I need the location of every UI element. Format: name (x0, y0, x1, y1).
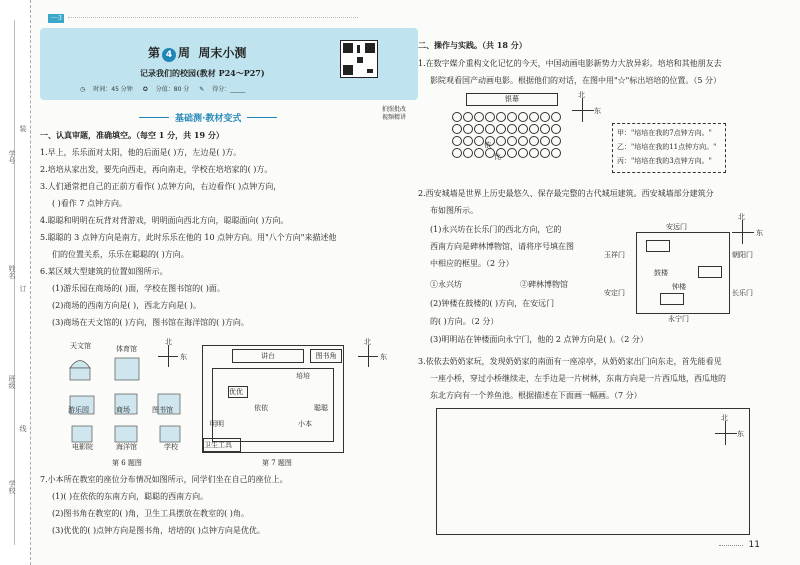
fig6-label-observatory: 天文馆 (70, 342, 91, 350)
fig7-east-label: 东 (380, 353, 387, 361)
cinema-seat[interactable] (507, 124, 517, 134)
page-number: 11 (748, 540, 760, 550)
seat-mingming: 明明 (210, 420, 224, 428)
cinema-seat[interactable] (463, 124, 473, 134)
cinema-seat[interactable] (529, 136, 539, 146)
cinema-seat[interactable] (551, 136, 561, 146)
cinema-seat[interactable] (529, 124, 539, 134)
question-7-1: (1)( )在依依的东南方向，聪聪的西南方向。 (52, 492, 209, 501)
cinema-seat[interactable] (485, 112, 495, 122)
gate-anyuan: 安远门 (666, 223, 687, 231)
spine-cut-3: 线 (19, 425, 27, 432)
book-corner: 图书角 (310, 349, 342, 363)
option-2: ②碑林博物馆 (520, 280, 568, 289)
time-limit: 时间：45 分钟 (93, 86, 133, 93)
cinema-seat[interactable] (452, 112, 462, 122)
cinema-seat[interactable] (452, 124, 462, 134)
cinema-seat[interactable] (518, 124, 528, 134)
cinema-seat[interactable] (551, 124, 561, 134)
part1-title: 一、认真审题，准确填空。（每空 1 分，共 19 分） (40, 130, 224, 140)
question-6-1: (1)游乐园在商场的( )面，学校在图书馆的( )面。 (52, 284, 225, 293)
cinema-seat[interactable] (551, 148, 561, 158)
seat-yiyi: 依依 (254, 404, 268, 412)
option-1: ①永兴坊 (430, 280, 462, 289)
cinema-seat[interactable] (529, 112, 539, 122)
right-q3-line3: 东北方向有一个养鱼池。根据描述在下面画一幅画。（7 分） (430, 391, 642, 400)
draw-east-label: 东 (737, 430, 744, 438)
cinema-seat[interactable] (507, 148, 517, 158)
fig6-label-amusement: 游乐园 (68, 406, 89, 414)
right-q1-line2: 影院观看国产动画电影。根据他们的对话，在图中用"☆"标出培培的位置。（5 分） (430, 76, 721, 85)
podium: 讲台 (232, 349, 304, 363)
binding-strip (0, 0, 31, 565)
cinema-seat[interactable] (551, 112, 561, 122)
east-arrow (715, 433, 737, 434)
cinema-east-label: 东 (594, 107, 601, 115)
cinema-seat[interactable] (507, 136, 517, 146)
building-illustrations (60, 338, 200, 448)
pen-icon: ✎ (199, 86, 205, 93)
cleaning-tools: 卫生工具 (203, 438, 241, 452)
week-number: 4 (162, 48, 176, 62)
cinema-seat[interactable] (474, 136, 484, 146)
grade-badge: 一·3 (48, 14, 64, 23)
gate-yuxiang: 玉祥门 (604, 251, 625, 259)
cinema-seat[interactable] (474, 124, 484, 134)
dialogue-jia: 甲："培培在我的7点钟方向。" (617, 129, 712, 137)
fig6-label-library: 图书馆 (152, 406, 173, 414)
right-q2-2-line1: (2)钟楼在鼓楼的( )方向，在安远门 (430, 299, 555, 308)
cinema-seat[interactable] (540, 148, 550, 158)
seat-youyou: 优优 (228, 386, 248, 398)
cinema-seat[interactable] (463, 112, 473, 122)
seat-xiaoben: 小本 (298, 420, 312, 428)
answer-box-1[interactable] (646, 240, 670, 252)
dialogue-box (612, 123, 726, 173)
answer-box-2[interactable] (698, 266, 722, 278)
gate-yongning: 永宁门 (668, 315, 689, 323)
dialogue-yi: 乙："培培在我的11点钟方向。" (617, 143, 717, 151)
screen: 银幕 (466, 93, 558, 106)
bell-tower: 钟楼 (672, 283, 686, 291)
spine-label-name: 姓名 (8, 265, 16, 279)
question-6-2: (2)商场的西南方向是( )，西北方向是( )。 (52, 301, 201, 310)
spine-label-id: 学号 (8, 150, 16, 164)
map-north-label: 北 (738, 213, 745, 221)
question-4: 4.聪聪和明明在玩背对背游戏，明明面向西北方向，聪聪面向( )方向。 (40, 216, 289, 225)
spine-cut-2: 订 (19, 285, 27, 292)
cinema-seat[interactable] (496, 112, 506, 122)
fig6-label-school: 学校 (164, 443, 178, 451)
question-7-3: (3)优优的( )点钟方向是图书角，培培的( )点钟方向是优优。 (52, 526, 265, 535)
fig6-east-label: 东 (180, 353, 187, 361)
right-q2-2-line2: 的( )方向。（2 分） (430, 317, 499, 326)
draw-north-label: 北 (721, 414, 728, 422)
cinema-seat[interactable] (474, 112, 484, 122)
cinema-seat[interactable] (485, 124, 495, 134)
star-icon: ✪ (142, 86, 148, 93)
fig7-caption: 第 7 题图 (262, 459, 292, 467)
cinema-seat[interactable] (463, 148, 473, 158)
seat-congcong: 聪聪 (314, 404, 328, 412)
fig6-label-aquarium: 海洋馆 (116, 443, 137, 451)
question-3-line2: ( )看作 7 点钟方向。 (52, 199, 127, 208)
header-strip (40, 12, 420, 26)
cinema-seat[interactable] (463, 136, 473, 146)
clock-icon: ◷ (80, 86, 86, 93)
question-5-line1: 5.聪聪的 3 点钟方向是南方，此时乐乐在他的 10 点钟方向。用"八个方向"来描述他 (40, 233, 337, 242)
question-7-2: (2)图书角在教室的( )角，卫生工具摆放在教室的( )角。 (52, 509, 249, 518)
fig6-label-stadium: 体育馆 (116, 345, 137, 353)
header-dots (68, 17, 358, 21)
cinema-seat[interactable] (496, 124, 506, 134)
seat-bi: 比 (494, 153, 501, 161)
cinema-seat[interactable] (507, 112, 517, 122)
exam-meta (80, 84, 253, 93)
seat-peipei: 培培 (296, 372, 310, 380)
cinema-seat[interactable] (518, 112, 528, 122)
cinema-seat[interactable] (496, 136, 506, 146)
east-arrow (572, 110, 594, 111)
spine-label-class: 班级 (8, 375, 16, 389)
right-q3-line2: 一座小桥，穿过小桥继续走，左手边是一片树林，东南方向是一片西瓜地，西瓜地的 (430, 374, 726, 383)
cinema-seat[interactable] (452, 136, 462, 146)
drum-tower: 鼓楼 (654, 269, 668, 277)
fig6-label-mall: 商场 (116, 406, 130, 414)
dialogue-bing: 丙："培培在我的3点钟方向。" (617, 157, 712, 165)
cinema-seat[interactable] (474, 148, 484, 158)
cinema-seat[interactable] (540, 112, 550, 122)
section-tag: 基础测·教材变式 (175, 111, 241, 124)
question-2: 2.培培从家出发，要先向西走，再向南走，学校在培培家的( )方。 (40, 165, 273, 174)
stadium-icon (115, 358, 139, 380)
part2-title: 二、操作与实践。（共 18 分） (418, 40, 527, 50)
answer-box-3[interactable] (660, 293, 684, 305)
cinema-seat[interactable] (452, 148, 462, 158)
right-q2-1-line2: 西南方向是碑林博物馆，请将序号填在图 (430, 242, 574, 251)
right-q3-line1: 3.依依去奶奶家玩，发现奶奶家的南面有一座凉亭，从奶奶家出门向东走，首先能看见 (418, 357, 722, 366)
seat-yi: 依 (484, 141, 491, 149)
subtitle: 记录我们的校园(教材 P24～P27) (140, 68, 265, 78)
gate-anding: 安定门 (604, 289, 625, 297)
right-q2-1-line3: 中相应的框里。（2 分） (430, 259, 514, 268)
question-6-3: (3)商场在天文馆的( )方向，图书馆在海洋馆的( )方向。 (52, 318, 249, 327)
question-7: 7.小本所在教室的座位分布情况如图所示，同学们坐在自己的座位上。 (40, 475, 288, 484)
fig6-north-label: 北 (165, 338, 172, 346)
right-q1-line1: 1.在数字媒介重构文化记忆的今天，中国动画电影新势力大放异彩。培培和其他朋友去 (418, 59, 722, 68)
east-arrow (358, 356, 378, 357)
drawing-area[interactable] (436, 408, 750, 535)
right-q2-1-line1: (1)永兴坊在长乐门的西北方向，它的 (430, 225, 562, 234)
east-arrow (732, 232, 754, 233)
cinema-seat[interactable] (518, 148, 528, 158)
cinema-north-label: 北 (578, 91, 585, 99)
qr-code-icon[interactable] (340, 40, 378, 78)
fig6-caption: 第 6 题图 (112, 459, 142, 467)
right-q2-3: (3)明明站在钟楼面向永宁门，他的 2 点钟方向是( )。（2 分） (430, 335, 648, 344)
right-q2-line1: 2.西安城墙是世界上历史最悠久、保存最完整的古代城垣建筑。西安城墙部分建筑分 (418, 189, 714, 198)
gate-chaoyang: 朝阳门 (732, 251, 753, 259)
gate-changle: 长乐门 (732, 289, 753, 297)
cut-line (14, 20, 15, 545)
map-east-label: 东 (756, 229, 763, 237)
cinema-seat[interactable] (540, 136, 550, 146)
total-score: 分值：80 分 (155, 86, 190, 93)
fig7-north-label: 北 (364, 338, 371, 346)
cinema-seat[interactable] (518, 136, 528, 146)
cinema-icon (72, 426, 92, 442)
question-6: 6.某区域大型建筑的位置如图所示。 (40, 267, 168, 276)
fig6-label-cinema: 电影院 (72, 443, 93, 451)
question-1: 1.早上，乐乐面对太阳，他的后面是( )方，左边是( )方。 (40, 148, 242, 157)
page-title: 第 4 周 周末小测 (148, 46, 247, 60)
right-q2-line2: 布如图所示。 (430, 206, 478, 215)
question-3-line1: 3.人们通常把自己的正前方看作( )点钟方向，右边看作( )点钟方向， (40, 182, 282, 191)
cinema-seat[interactable] (529, 148, 539, 158)
aquarium-icon (115, 426, 137, 442)
score-field[interactable]: 得分：_____ (212, 86, 246, 93)
observatory-icon (70, 361, 90, 369)
spine-label-school: 学校 (8, 480, 16, 494)
school-icon (160, 426, 180, 442)
question-5-line2: 们的位置关系，乐乐在聪聪的( )方向。 (52, 250, 189, 259)
east-arrow (158, 356, 178, 357)
cinema-seat[interactable] (540, 124, 550, 134)
spine-cut-1: 装 (19, 125, 27, 132)
qr-caption: 拍照批改 视频精讲 (381, 106, 406, 121)
